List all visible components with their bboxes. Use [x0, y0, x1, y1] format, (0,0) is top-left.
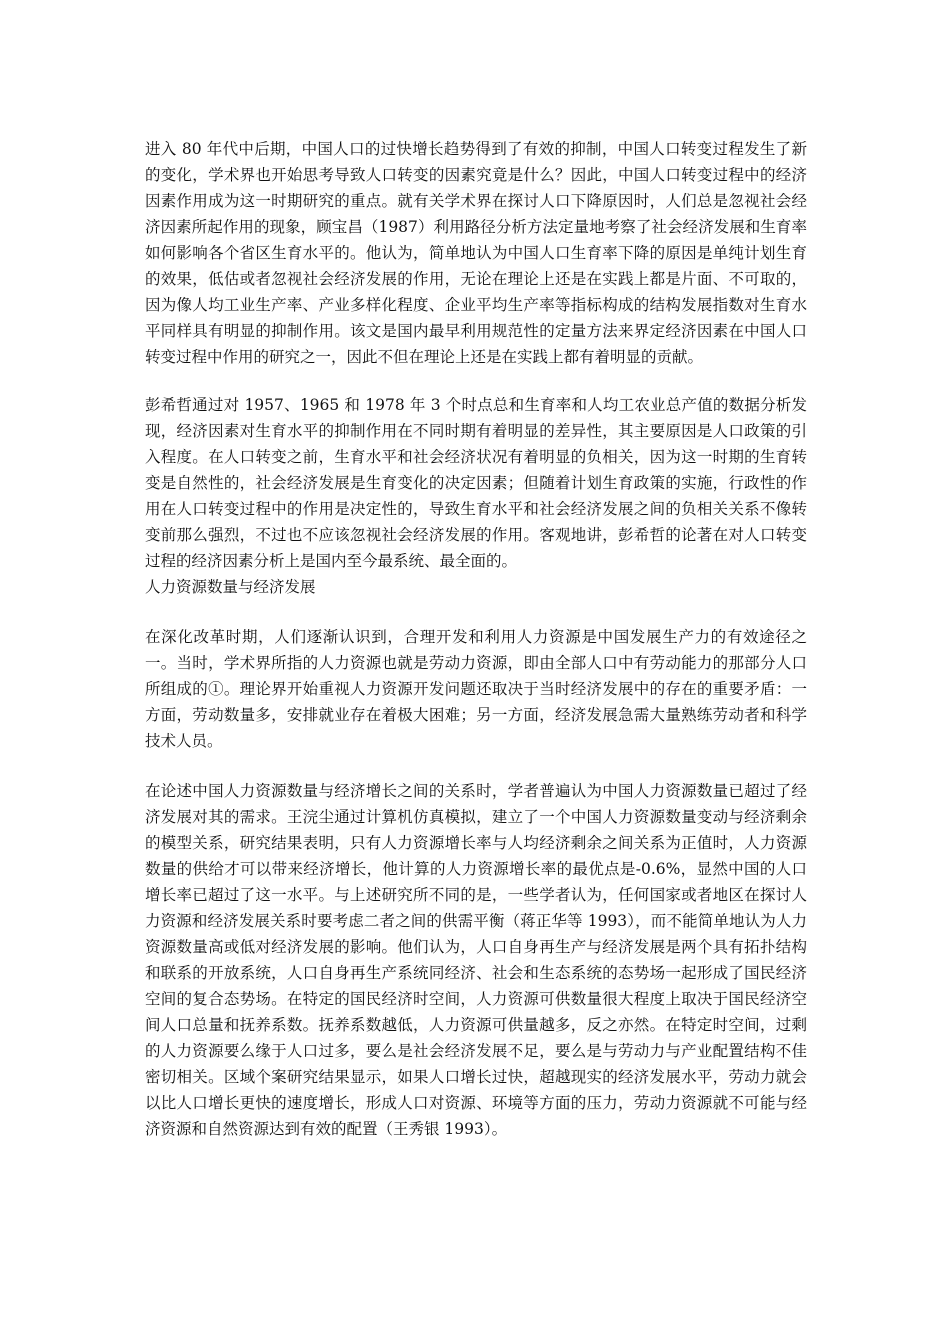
document-page: [145, 136, 807, 1142]
paragraph-peng-xizhe: 彭希哲通过对 1957、1965 和 1978 年 3 个时点总和生育率和人均工农业总产值的数据分析发现，经济因素对生育水平的抑制作用在不同时期有着明显的差异性，其主要原因是人口政策的引入程度。在人口转变之前，生育水平和社会经济状况有着明显的负相关，因为这一时期的生育转变是自然性的，社会经济发展是生育变化的决定因素；但随着计划生育政策的实施，行政性的作用在人口转变过程中的作用是决定性的，导致生育水平和社会经济发展之间的负相关关系不像转变前那么强烈，不过也不应该忽视社会经济发展的作用。客观地讲，彭希哲的论著在对人口转变过程的经济因素分析上是国内至今最系统、最全面的。: [145, 396, 807, 570]
paragraph-hr-quantity-growth: 在论述中国人力资源数量与经济增长之间的关系时，学者普遍认为中国人力资源数量已超过了经济发展对其的需求。王浣尘通过计算机仿真模拟，建立了一个中国人力资源数量变动与经济剩余的模型关系，研究结果表明，只有人力资源增长率与人均经济剩余之间关系为正值时，人力资源数量的供给才可以带来经济增长，他计算的人力资源增长率的最优点是-0.6%，显然中国的人口增长率已超过了这一水平。与上述研究所不同的是，一些学者认为，任何国家或者地区在探讨人力资源和经济发展关系时要考虑二者之间的供需平衡（蒋正华等 1993），而不能简单地认为人力资源数量高或低对经济发展的影响。他们认为，人口自身再生产与经济发展是两个具有拓扑结构和联系的开放系统，人口自身再生产系统同经济、社会和生态系统的态势场一起形成了国民经济空间的复合态势场。在特定的国民经济时空间，人力资源可供数量很大程度上取决于国民经济空间人口总量和抚养系数。抚养系数越低，人力资源可供量越多，反之亦然。在特定时空间，过剩的人力资源要么缘于人口过多，要么是社会经济发展不足，要么是与劳动力与产业配置结构不佳密切相关。区域个案研究结果显示，如果人口增长过快，超越现实的经济发展水平，劳动力就会以比人口增长更快的速度增长，形成人口对资源、环境等方面的压力，劳动力资源就不可能与经济资源和自然资源达到有效的配置（王秀银 1993）。: [145, 782, 807, 1138]
paragraph-economic-factors: 进入 80 年代中后期，中国人口的过快增长趋势得到了有效的抑制，中国人口转变过程发生了新的变化，学术界也开始思考导致人口转变的因素究竟是什么？因此，中国人口转变过程中的经济因素作用成为这一时期研究的重点。就有关学术界在探讨人口下降原因时，人们总是忽视社会经济因素所起作用的现象，顾宝昌（1987）利用路径分析方法定量地考察了社会经济发展和生育率如何影响各个省区生育水平的。他认为，简单地认为中国人口生育率下降的原因是单纯计划生育的效果，低估或者忽视社会经济发展的作用，无论在理论上还是在实践上都是片面、不可取的，因为像人均工业生产率、产业多样化程度、企业平均生产率等指标构成的结构发展指数对生育水平同样具有明显的抑制作用。该文是国内最早利用规范性的定量方法来界定经济因素在中国人口转变过程中作用的研究之一，因此不但在理论上还是在实践上都有着明显的贡献。: [145, 140, 807, 366]
section-heading: 人力资源数量与经济发展: [145, 578, 316, 596]
paragraph-human-resources: 在深化改革时期，人们逐渐认识到，合理开发和利用人力资源是中国发展生产力的有效途径之一。当时，学术界所指的人力资源也就是劳动力资源，即由全部人口中有劳动能力的那部分人口所组成的①。理论界开始重视人力资源开发问题还取决于当时经济发展中的存在的重要矛盾：一方面，劳动数量多，安排就业存在着极大困难；另一方面，经济发展急需大量熟练劳动者和科学技术人员。: [145, 628, 807, 750]
